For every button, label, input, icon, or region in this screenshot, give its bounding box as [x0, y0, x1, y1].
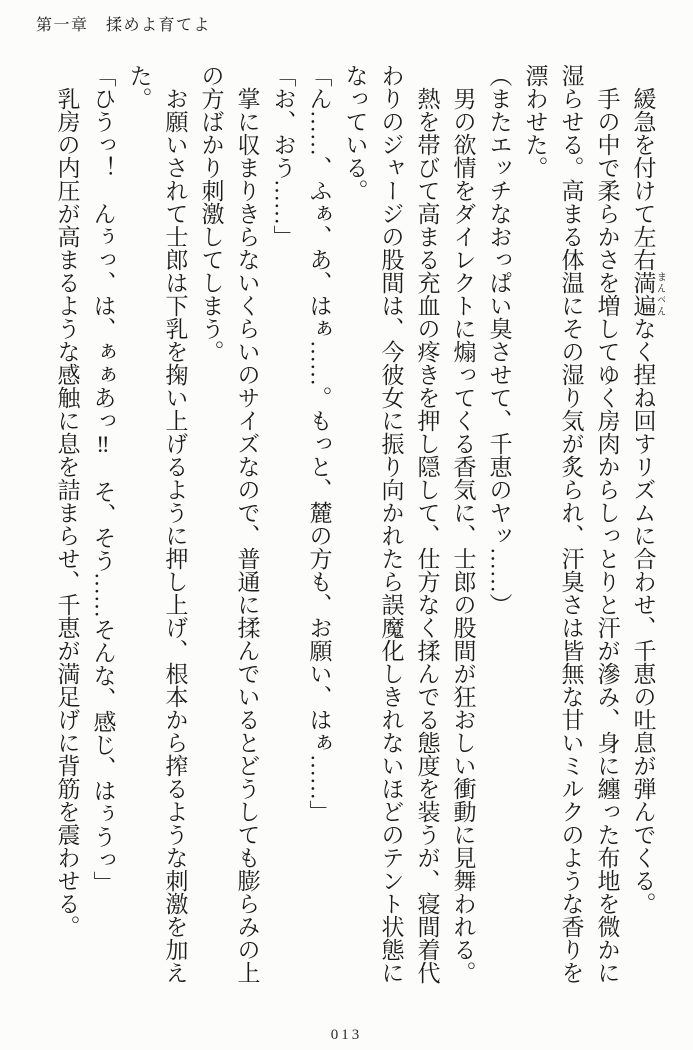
- paragraph: 熱を帯びて高まる充血の疼きを押し隠して、仕方なく揉んでる態度を装うが、寝間着代わりのジャージの股間は、今彼女に振り向かれたら誤魔化しきれないほどのテント状態になっている。: [342, 64, 440, 984]
- paragraph: 手の中で柔らかさを増してゆく房肉からしっとりと汗が滲み、身に纏った布地を微かに湿らせる。高まる体温にその湿り気が炙られ、汗臭さは皆無な甘いミルクのような香りを漂わせた。: [522, 64, 620, 984]
- paragraph: （またエッチなおっぱい臭させて、千恵のヤッ……）: [486, 64, 512, 616]
- paragraph: 乳房の内圧が高まるような感触に息を詰まらせ、千恵が満足げに背筋を震わせる。: [54, 87, 80, 938]
- paragraph: お願いされて士郎は下乳を掬い上げるように押し上げ、根本から搾るような刺激を加えた。: [126, 64, 188, 984]
- paragraph: 「お、おう……」: [270, 64, 296, 248]
- paragraph: 男の欲情をダイレクトに煽ってくる香気に、士郎の股間が狂おしい衝動に見舞われる。: [450, 87, 476, 984]
- page-number: 013: [330, 1027, 363, 1043]
- body-text: [39, 64, 665, 998]
- paragraph: 緩急を付けて左右満遍 まんべんなく捏ね回すリズムに合わせ、千恵の吐息が弾んでくる。: [630, 87, 665, 915]
- ruby-annotated-word: 満遍 まんべん: [630, 271, 665, 317]
- paragraph: 「ん……、ふぁ、あ、はぁ……。もっと、麓の方も、お願い、はぁ……」: [306, 64, 332, 823]
- paragraph: 「ひうっ！ んぅっ、は、ぁぁあっ‼ そ、そう……そんな、感じ、はぅうっ」: [90, 64, 116, 894]
- paragraph: 掌に収まりきらないくらいのサイズなので、普通に揉んでいるとどうしても膨らみの上の方ばかり刺激してしまう。: [198, 64, 260, 984]
- running-header-chapter-title: 第一章 揉めよ育てよ: [36, 17, 212, 34]
